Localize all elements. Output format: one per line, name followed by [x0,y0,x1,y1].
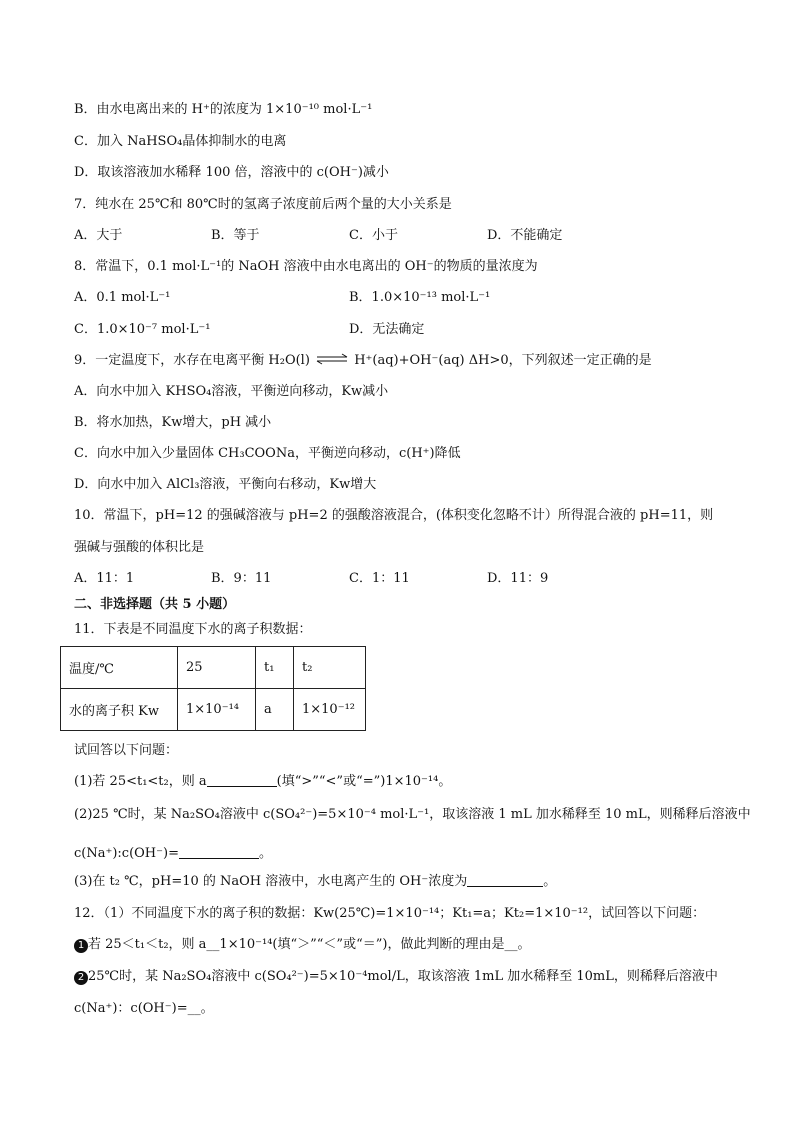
q11-part3 [74,873,556,891]
q8-option-a: A．0.1 mol·L⁻¹ [74,290,171,305]
q9-option-a: A．向水中加入 KHSO₄溶液，平衡逆向移动，Kw减小 [74,384,389,399]
q8-option-b: B．1.0×10⁻¹³ mol·L⁻¹ [349,290,491,305]
table-cell: 1×10⁻¹² [294,689,366,731]
q11-part2-line1: (2)25 ℃时，某 Na₂SO₄溶液中 c(SO₄²⁻)=5×10⁻⁴ mol·L⁻¹，取该溶液 1 mL 加水稀释至 10 mL，则稀释后溶液中 [74,807,751,822]
q12-sub1 [74,936,530,954]
q11-part2-text-end: 。 [258,846,272,861]
table-cell: a [256,689,294,731]
q9-stem-part2: H⁺(aq)+OH⁻(aq) ΔH>0，下列叙述一定正确的是 [354,353,652,368]
table-cell: 温度/℃ [61,647,178,689]
table-cell: t₂ [294,647,366,689]
q7-stem: 7．纯水在 25℃和 80℃时的氢离子浓度前后两个量的大小关系是 [74,197,452,212]
q7-option-b: B．等于 [211,228,260,243]
q12-sub1-text: 若 25＜t₁＜t₂，则 a__1×10⁻¹⁴(填“＞”“＜”或“＝”)，做此判断的理由是__。 [88,937,531,952]
q9-stem [74,352,652,370]
circled-number-icon: 1 [74,939,88,953]
table-cell: t₁ [256,647,294,689]
q9-option-b: B．将水加热，Kw增大，pH 减小 [74,415,272,430]
q11-part2-line2 [74,845,272,863]
q10-stem-line1: 10．常温下，pH=12 的强碱溶液与 pH=2 的强酸溶液混合，(体积变化忽略不计）所得混合液的 pH=11，则 [74,508,714,523]
q10-option-c: C．1：11 [349,571,410,586]
q8-stem: 8．常温下，0.1 mol·L⁻¹的 NaOH 溶液中由水电离出的 OH⁻的物质的量浓度为 [74,259,538,274]
q9-stem-part1: 9．一定温度下，水存在电离平衡 H₂O(l) [74,353,310,368]
q12-sub2 [74,968,718,986]
q12-sub2-line2: c(Na⁺)：c(OH⁻)=__。 [74,1001,214,1016]
ion-product-table [60,646,366,731]
q7-option-c: C．小于 [349,228,398,243]
q7-option-d: D．不能确定 [487,228,563,243]
q6-option-b: B．由水电离出来的 H⁺的浓度为 1×10⁻¹⁰ mol·L⁻¹ [74,102,373,117]
table-row [61,689,366,731]
table-cell: 水的离子积 Kw [61,689,178,731]
q11-part1 [74,773,451,791]
table-cell: 1×10⁻¹⁴ [178,689,256,731]
q11-part3-text-end: 。 [543,874,557,889]
table-row [61,647,366,689]
q9-option-d: D．向水中加入 AlCl₃溶液，平衡向右移动，Kw增大 [74,477,377,492]
circled-number-icon: 2 [74,971,88,985]
answer-blank[interactable] [467,873,543,887]
q11-part2-text: c(Na⁺):c(OH⁻)= [74,846,179,861]
q10-stem-line2: 强碱与强酸的体积比是 [74,540,205,555]
equilibrium-arrow-icon [314,352,350,366]
q11-stem: 11．下表是不同温度下水的离子积数据： [74,622,312,637]
q8-option-d: D．无法确定 [349,322,425,337]
q11-part1-text: (1)若 25<t₁<t₂，则 a [74,774,207,789]
q10-option-d: D．11：9 [487,571,549,586]
q11-part3-text: (3)在 t₂ ℃，pH=10 的 NaOH 溶液中，水电离产生的 OH⁻浓度为 [74,874,468,889]
q6-option-d: D．取该溶液加水稀释 100 倍，溶液中的 c(OH⁻)减小 [74,165,389,180]
q11-prompt: 试回答以下问题： [74,743,179,758]
q7-option-a: A．大于 [74,228,123,243]
q8-option-c: C．1.0×10⁻⁷ mol·L⁻¹ [74,322,211,337]
section-heading: 二、非选择题（共 5 小题） [74,597,236,612]
answer-blank[interactable] [207,773,277,787]
q10-option-a: A．11：1 [74,571,135,586]
q9-option-c: C．向水中加入少量固体 CH₃COONa，平衡逆向移动，c(H⁺)降低 [74,446,461,461]
q11-part1-text-end: (填“>”“<”或“=”)1×10⁻¹⁴。 [276,774,452,789]
table-cell: 25 [178,647,256,689]
answer-blank[interactable] [179,845,259,859]
q12-sub2-text: 25℃时，某 Na₂SO₄溶液中 c(SO₄²⁻)=5×10⁻⁴mol/L，取该溶液 1mL 加水稀释至 10mL，则稀释后溶液中 [88,969,718,984]
q6-option-c: C．加入 NaHSO₄晶体抑制水的电离 [74,134,287,149]
q12-stem: 12．（1）不同温度下水的离子积的数据：Kw(25℃)=1×10⁻¹⁴；Kt₁=a；Kt₂=1×10⁻¹²，试回答以下问题： [74,906,706,921]
q10-option-b: B．9：11 [211,571,272,586]
